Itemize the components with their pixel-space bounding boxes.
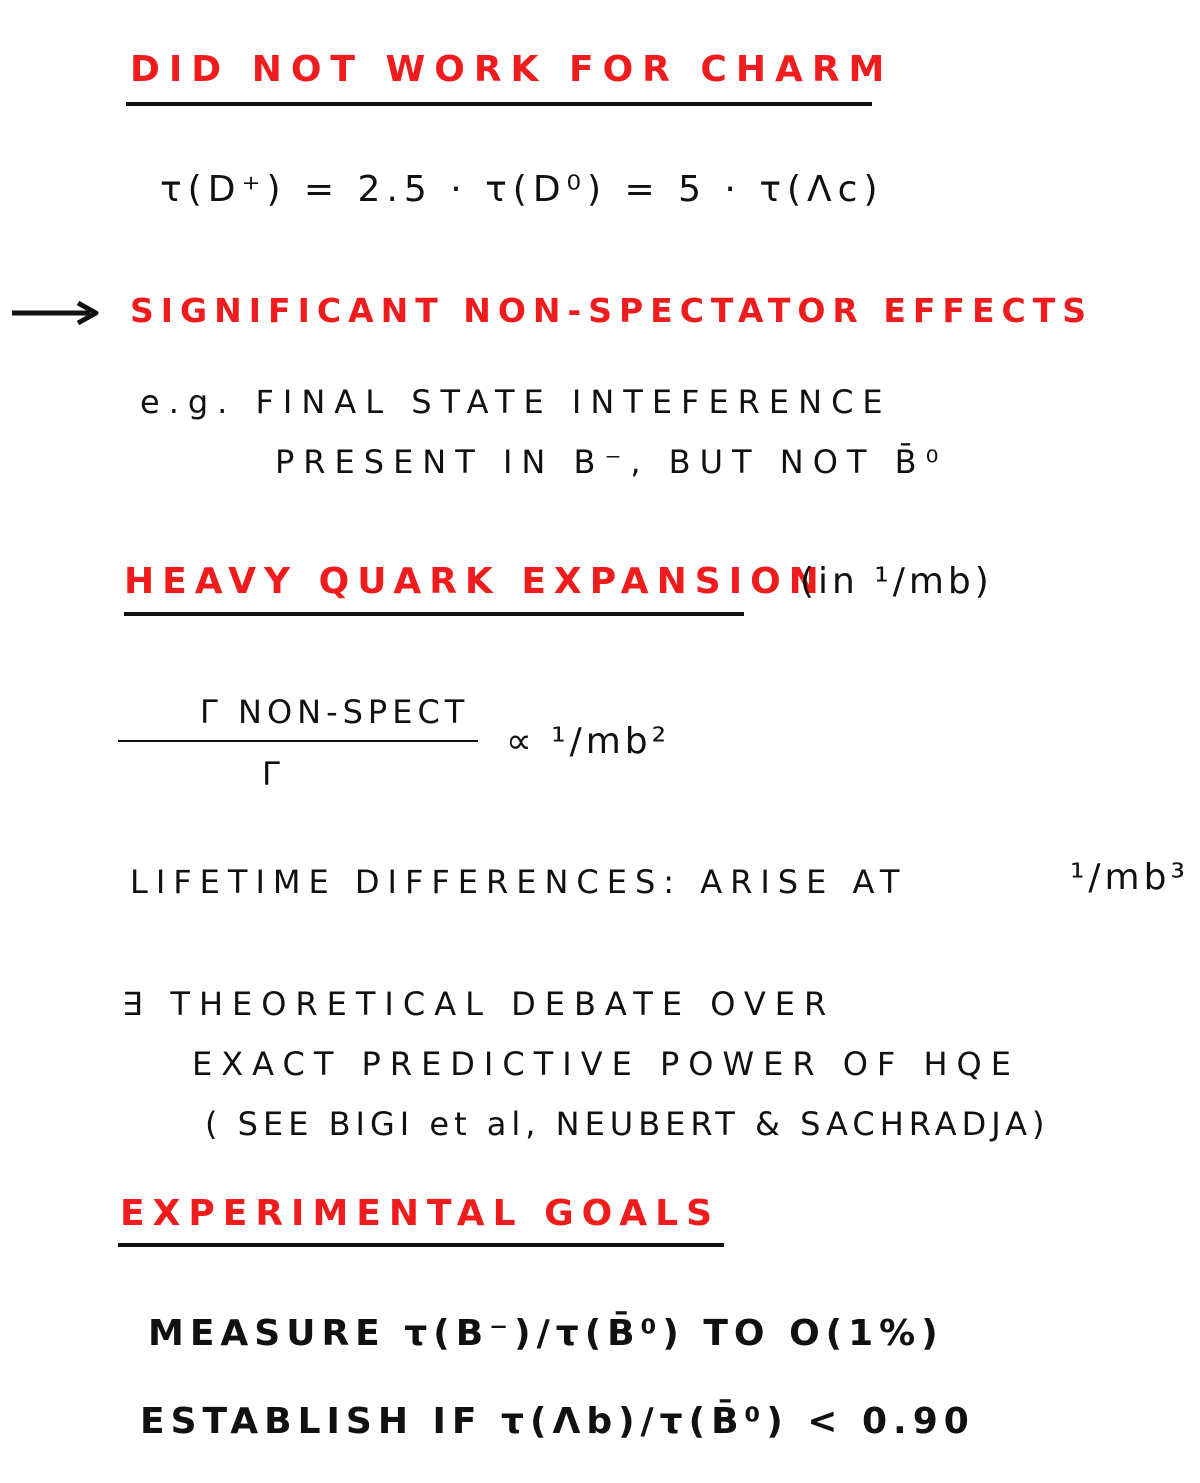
ratio-numerator: Γ NON-SPECT [200, 693, 470, 731]
heading-hqe: HEAVY QUARK EXPANSION [124, 561, 827, 602]
heading-hqe-underline [124, 612, 744, 616]
ratio-fraction-bar [118, 740, 478, 742]
heading-goals-underline [118, 1243, 724, 1247]
heading-charm-underline [126, 102, 872, 106]
debate-line-3: ( SEE BIGI et al, NEUBERT & SACHRADJA) [205, 1105, 1050, 1143]
hqe-note: (in ¹/mb) [800, 561, 993, 602]
debate-line-1: ∃ THEORETICAL DEBATE OVER [122, 985, 836, 1023]
example-line-1: e.g. FINAL STATE INTEFERENCE [140, 383, 892, 421]
heading-charm: DID NOT WORK FOR CHARM [130, 49, 894, 90]
charm-lifetime-relation: τ(D⁺) = 2.5 · τ(D⁰) = 5 · τ(Λc) [160, 169, 884, 210]
heading-nonspectator: SIGNIFICANT NON-SPECTATOR EFFECTS [130, 291, 1093, 330]
lifetime-differences-label: LIFETIME DIFFERENCES: ARISE AT [130, 863, 908, 901]
debate-line-2: EXACT PREDICTIVE POWER OF HQE [192, 1045, 1020, 1083]
lifetime-differences-value: ¹/mb³ [1070, 857, 1189, 898]
heading-goals: EXPERIMENTAL GOALS [120, 1193, 720, 1234]
goal-measure: MEASURE τ(B⁻)/τ(B̄⁰) TO O(1%) [148, 1313, 944, 1354]
ratio-scaling: ∝ ¹/mb² [506, 721, 671, 762]
arrow-right-icon [10, 300, 102, 326]
example-line-2: PRESENT IN B⁻, BUT NOT B̄⁰ [275, 443, 948, 481]
ratio-denominator: Γ [262, 755, 280, 793]
goal-establish: ESTABLISH IF τ(Λb)/τ(B̄⁰) < 0.90 [140, 1401, 975, 1442]
